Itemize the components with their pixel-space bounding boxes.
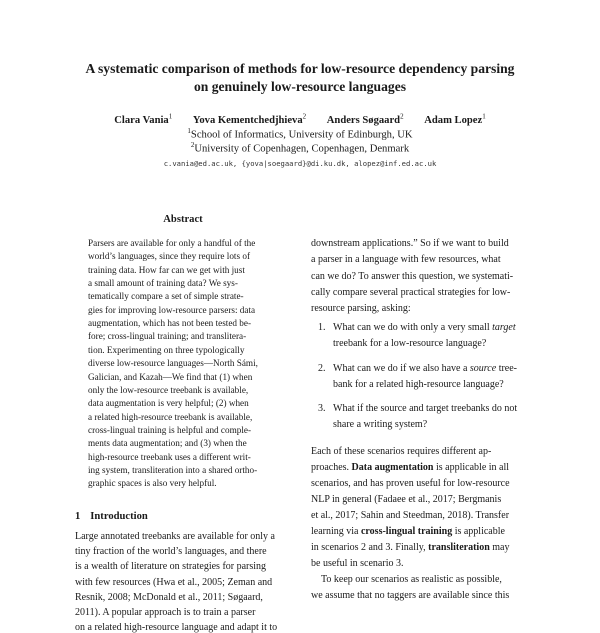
author: Anders Søgaard$^2$ (326, 112, 404, 126)
abstract-line: augmentation, which has not been tested be- (88, 318, 252, 329)
question-2-line: What can we do if we also have a source tree- (333, 363, 518, 374)
text-line: be useful in scenario 3. (311, 558, 404, 569)
abstract-line: Parsers are available for only a handful of the (88, 238, 256, 248)
abstract-line: fore; cross-lingual training; and translitera- (88, 331, 247, 342)
title-line-1: A systematic comparison of methods for low-resource dependency parsing (85, 61, 515, 76)
question-1-line: What can we do with only a very small target (333, 322, 516, 333)
abstract-line: world’s languages, since they require lots of (88, 251, 251, 262)
abstract-line: diverse low-resource languages—North Sámi, (88, 358, 258, 369)
affiliation: $^1$School of Informatics, University of Edinburgh, UK (187, 127, 413, 141)
abstract-line: tion. Experimenting on three typologically (88, 344, 245, 355)
text-line: in scenarios 2 and 3. Finally, transliteration may (311, 542, 510, 553)
abstract-line: Galician, and Kazah—We find that (1) when (88, 371, 253, 382)
abstract-line: training data. How far can we get with just (88, 264, 245, 275)
text-line: a parser in a language with few resources, what (311, 254, 501, 265)
abstract-line: data augmentation is very helpful; (2) when (88, 398, 249, 409)
paper-title (40, 60, 560, 96)
text-line: learning via cross-lingual training is applicable (311, 526, 505, 537)
abstract-line: high-resource treebank uses a different writ- (88, 451, 251, 462)
title-line-2: on genuinely low-resource languages (193, 79, 407, 94)
author: Adam Lopez$^1$ (424, 112, 486, 126)
question-number: 3. (318, 403, 326, 414)
text-line: To keep our scenarios as realistic as possible, (321, 574, 502, 585)
intro-line: tiny fraction of the world’s languages, and there (75, 546, 267, 558)
text-line: NLP in general (Fadaee et al., 2017; Bergmanis (311, 494, 502, 505)
intro-line: Large annotated treebanks are available for only a (75, 531, 275, 542)
abstract-line: only the low-resource treebank is available, (88, 384, 249, 395)
text-line: proaches. Data augmentation is applicable in all (311, 462, 510, 473)
abstract-line: a small amount of training data? We sys- (88, 278, 238, 289)
intro-line: with few resources (Hwa et al., 2005; Zeman and (75, 576, 273, 588)
question-3-line: share a writing system? (333, 419, 428, 430)
abstract-heading: Abstract (163, 214, 203, 225)
text-line: we assume that no taggers are available since this (311, 590, 510, 601)
question-1-line: treebank for a low-resource language? (333, 338, 487, 349)
question-3-line: What if the source and target treebanks do not (333, 403, 518, 414)
author: Yova Kementchedjhieva$^2$ (192, 112, 307, 126)
intro-line: is a wealth of literature on strategies for parsing (75, 561, 267, 573)
abstract-line: graphic spaces is also very helpful. (88, 478, 217, 489)
section-heading-introduction: 1 Introduction (75, 511, 148, 522)
author-emails: c.vania@ed.ac.uk, {yova|soegaard}@di.ku.dk, alopez@inf.ed.ac.uk (163, 159, 437, 168)
abstract-line: a related high-resource treebank is available, (88, 411, 253, 422)
text-line: scenarios, and has proven useful for low-resource (311, 478, 510, 489)
question-2-line: bank for a related high-resource language? (333, 379, 504, 390)
author: Clara Vania$^1$ (114, 112, 173, 126)
author-list (40, 112, 560, 126)
text-line: downstream applications.” So if we want to build (311, 238, 509, 249)
abstract-line: ing system, transliteration into a shared ortho- (88, 464, 258, 475)
question-number: 2. (318, 363, 326, 374)
intro-line: on a related high-resource language and adapt it to (75, 622, 278, 633)
text-line: cally compare several practical strategies for low- (311, 287, 511, 298)
abstract-line: ments data augmentation; and (3) when the (88, 438, 247, 449)
abstract-line: gies for improving low-resource parsers: data (88, 304, 256, 315)
abstract-line: cross-lingual training is helpful and comple- (88, 424, 252, 435)
abstract-line: tematically compare a set of simple strate- (88, 291, 244, 302)
affiliation: $^2$University of Copenhagen, Copenhagen, Denmark (190, 141, 410, 155)
text-line: resource parsing, asking: (311, 303, 411, 314)
intro-line: 2011). A popular approach is to train a parser (75, 607, 256, 618)
intro-line: Resnik, 2008; McDonald et al., 2011; Søgaard, (75, 591, 263, 603)
text-line: et al., 2017; Sahin and Steedman, 2018). Transfer (311, 510, 510, 521)
text-line: Each of these scenarios requires different ap- (311, 446, 492, 457)
text-line: can we do? To answer this question, we systemati- (311, 271, 514, 282)
question-number: 1. (318, 322, 326, 333)
